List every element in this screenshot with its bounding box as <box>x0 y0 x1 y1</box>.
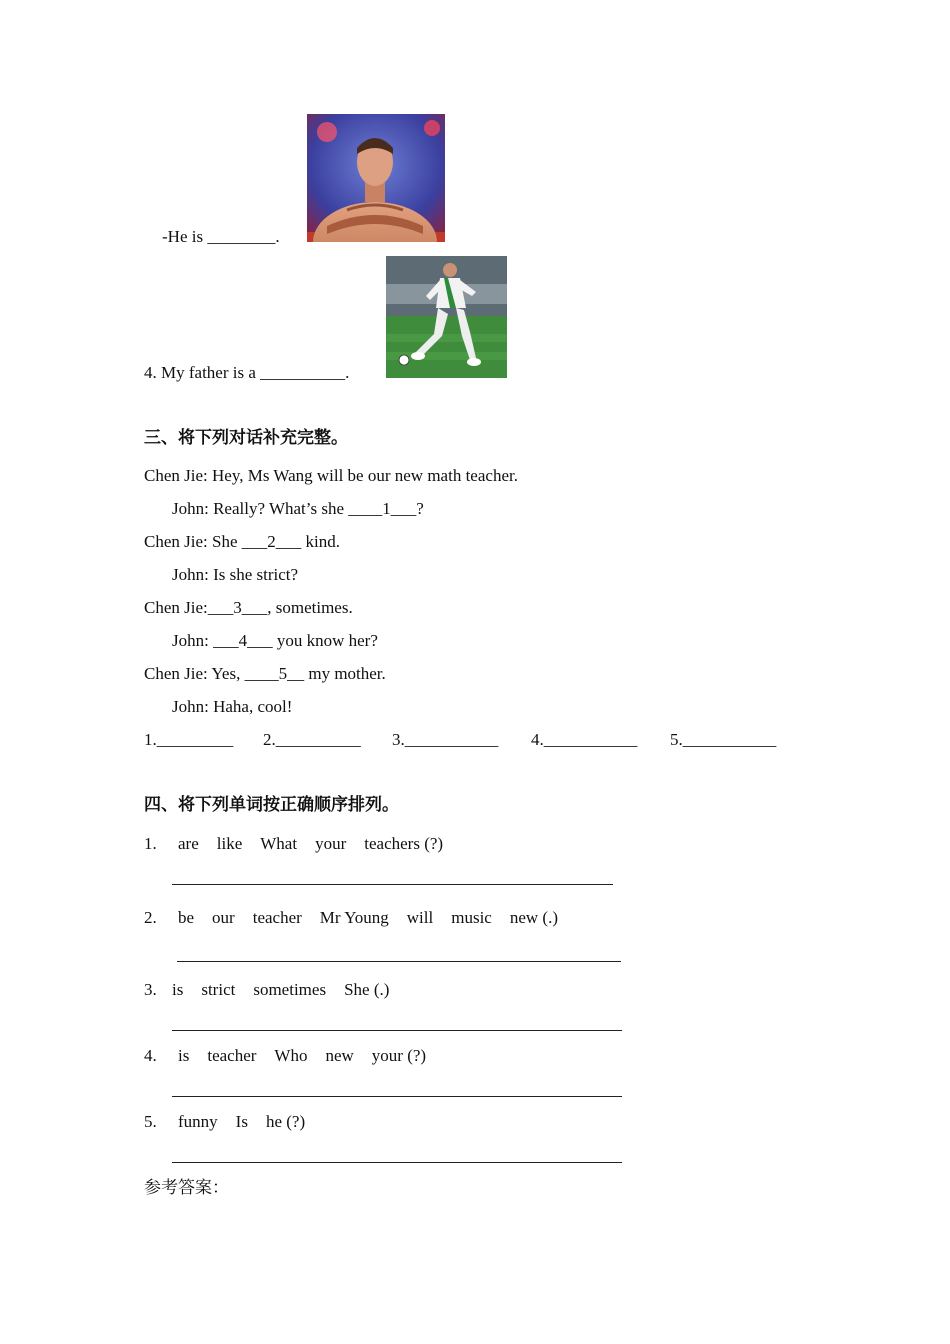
word: teacher <box>252 908 302 927</box>
word: is <box>172 980 184 999</box>
answer-blank-1[interactable]: 1._________ <box>144 730 234 749</box>
answer-line-5[interactable] <box>172 1162 622 1163</box>
dialogue-line-4: John: Is she strict? <box>172 565 299 584</box>
reorder-item-3-number: 3. <box>144 980 157 999</box>
dialogue-line-1: Chen Jie: Hey, Ms Wang will be our new math teacher. <box>144 466 518 485</box>
question-3-text: -He is ________. <box>162 227 280 246</box>
word: are <box>178 834 199 853</box>
answer-blank-5[interactable]: 5.___________ <box>670 730 777 749</box>
answer-blank-2[interactable]: 2.__________ <box>263 730 361 749</box>
reorder-item-4-words <box>178 1047 426 1064</box>
reorder-item-1-words <box>178 835 443 852</box>
dialogue-line-3: Chen Jie: She ___2___ kind. <box>144 532 340 551</box>
word: be <box>178 908 195 927</box>
reorder-item-4-number: 4. <box>144 1046 157 1065</box>
reorder-item-1-number: 1. <box>144 834 157 853</box>
answer-line-1[interactable] <box>172 884 613 885</box>
word: your <box>315 834 347 853</box>
reorder-item-2-words <box>178 909 558 926</box>
word: he (?) <box>265 1112 306 1131</box>
reorder-item-5-number: 5. <box>144 1112 157 1131</box>
dialogue-line-5: Chen Jie:___3___, sometimes. <box>144 598 353 617</box>
reorder-item-3-words <box>172 981 389 998</box>
word: She (.) <box>344 980 390 999</box>
answer-blank-3[interactable]: 3.___________ <box>392 730 499 749</box>
word: your (?) <box>371 1046 427 1065</box>
word: new <box>325 1046 354 1065</box>
word: teacher <box>207 1046 257 1065</box>
word: Who <box>274 1046 308 1065</box>
word: is <box>178 1046 190 1065</box>
word: will <box>406 908 434 927</box>
reorder-item-2-number: 2. <box>144 908 157 927</box>
answers-label: 参考答案： <box>144 1178 229 1198</box>
word: new (.) <box>509 908 558 927</box>
dialogue-line-7: Chen Jie: Yes, ____5__ my mother. <box>144 664 386 683</box>
reorder-item-5-words <box>178 1113 305 1130</box>
answer-line-4[interactable] <box>172 1096 622 1097</box>
part3-heading: 三、将下列对话补充完整。 <box>144 428 348 448</box>
dialogue-line-2: John: Really? What’s she ____1___? <box>172 499 424 518</box>
part4-heading: 四、将下列单词按正确顺序排列。 <box>144 795 399 815</box>
word: What <box>260 834 298 853</box>
word: Mr Young <box>319 908 389 927</box>
answer-line-3[interactable] <box>172 1030 622 1031</box>
word: strict <box>201 980 236 999</box>
soccer-player-photo <box>386 256 507 378</box>
dialogue-line-6: John: ___4___ you know her? <box>172 631 378 650</box>
answer-line-2[interactable] <box>177 961 621 962</box>
word: funny <box>178 1112 218 1131</box>
question-4-text: 4. My father is a __________. <box>144 363 350 382</box>
word: teachers (?) <box>364 834 444 853</box>
word: music <box>451 908 492 927</box>
dialogue-line-8: John: Haha, cool! <box>172 697 293 716</box>
word: Is <box>235 1112 248 1131</box>
word: sometimes <box>253 980 327 999</box>
word: our <box>212 908 235 927</box>
answer-blank-4[interactable]: 4.___________ <box>531 730 638 749</box>
word: like <box>216 834 243 853</box>
bodybuilder-photo <box>307 114 445 242</box>
